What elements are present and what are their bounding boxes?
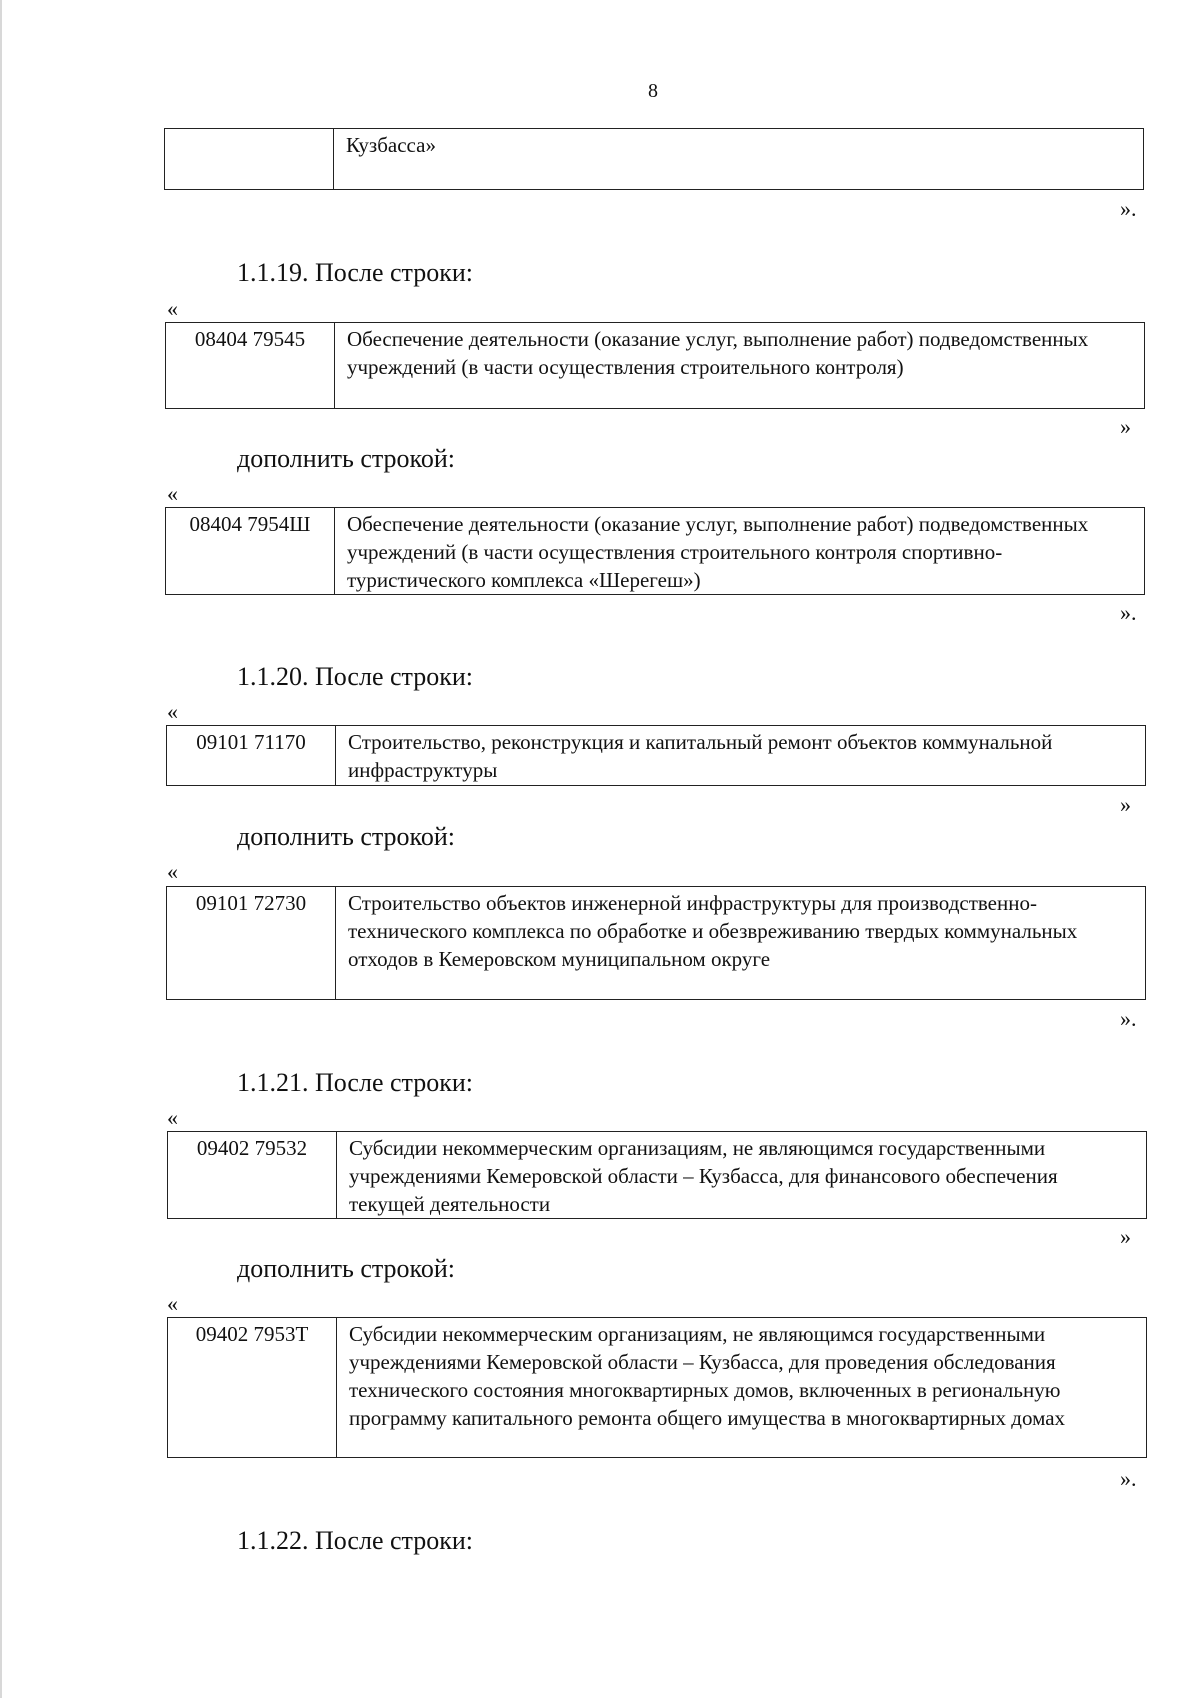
row-text-cell: Субсидии некоммерческим организациям, не являющимся государственными учреждениями Кемеровской области – Кузбасса, для проведения обследования технического состояния многоквартирных домов, включенных в региональную программу капитального ремонта общего имущества в многоквартирных домах — [337, 1318, 1147, 1458]
row-text-cell: Обеспечение деятельности (оказание услуг, выполнение работ) подведомственных учреждений (в части осуществления строительного контроля спортивно-туристического комплекса «Шерегеш») — [335, 508, 1145, 595]
table-row-new — [167, 1317, 1147, 1458]
supplement-label: дополнить строкой: — [237, 822, 455, 851]
row-text-cell: Кузбасса» — [334, 129, 1144, 190]
section-heading-1-1-19: 1.1.19. После строки: — [237, 258, 473, 287]
row-code-cell — [165, 129, 334, 190]
closing-quote: » — [1120, 1224, 1131, 1249]
row-text-cell: Субсидии некоммерческим организациям, не являющимся государственными учреждениями Кемеровской области – Кузбасса, для финансового обеспечения текущей деятельности — [337, 1132, 1147, 1219]
closing-quote: ». — [1120, 1006, 1137, 1031]
closing-quote: » — [1120, 792, 1131, 817]
section-heading-1-1-21: 1.1.21. После строки: — [237, 1068, 473, 1097]
row-text-cell: Строительство объектов инженерной инфраструктуры для производственно-технического комплекса по обработке и обезвреживанию твердых коммунальных отходов в Кемеровском муниципальном округе — [336, 887, 1146, 1000]
page-number: 8 — [648, 80, 658, 102]
table-row-after — [166, 725, 1146, 786]
section-heading-1-1-22: 1.1.22. После строки: — [237, 1526, 473, 1555]
row-code-cell: 08404 7954Ш — [166, 508, 335, 595]
opening-quote: « — [167, 1291, 178, 1316]
opening-quote: « — [167, 859, 178, 884]
opening-quote: « — [167, 481, 178, 506]
opening-quote: « — [167, 699, 178, 724]
row-code-cell: 09101 72730 — [167, 887, 336, 1000]
table-row-after — [167, 1131, 1147, 1219]
table-row-after — [165, 322, 1145, 409]
row-code-cell: 09101 71170 — [167, 726, 336, 786]
closing-quote: ». — [1120, 600, 1137, 625]
page-edge — [0, 0, 2, 1698]
closing-quote: » — [1120, 414, 1131, 439]
section-heading-1-1-20: 1.1.20. После строки: — [237, 662, 473, 691]
row-code-cell: 09402 7953Т — [168, 1318, 337, 1458]
row-code-cell: 09402 79532 — [168, 1132, 337, 1219]
supplement-label: дополнить строкой: — [237, 1254, 455, 1283]
table-row-new — [165, 507, 1145, 595]
closing-quote: ». — [1120, 1466, 1137, 1491]
table-row-continuation — [164, 128, 1144, 190]
row-text-cell: Строительство, реконструкция и капитальный ремонт объектов коммунальной инфраструктуры — [336, 726, 1146, 786]
table-row-new — [166, 886, 1146, 1000]
closing-quote: ». — [1120, 196, 1137, 221]
opening-quote: « — [167, 1105, 178, 1130]
row-text-cell: Обеспечение деятельности (оказание услуг, выполнение работ) подведомственных учреждений (в части осуществления строительного контроля) — [335, 323, 1145, 409]
supplement-label: дополнить строкой: — [237, 444, 455, 473]
opening-quote: « — [167, 296, 178, 321]
row-code-cell: 08404 79545 — [166, 323, 335, 409]
